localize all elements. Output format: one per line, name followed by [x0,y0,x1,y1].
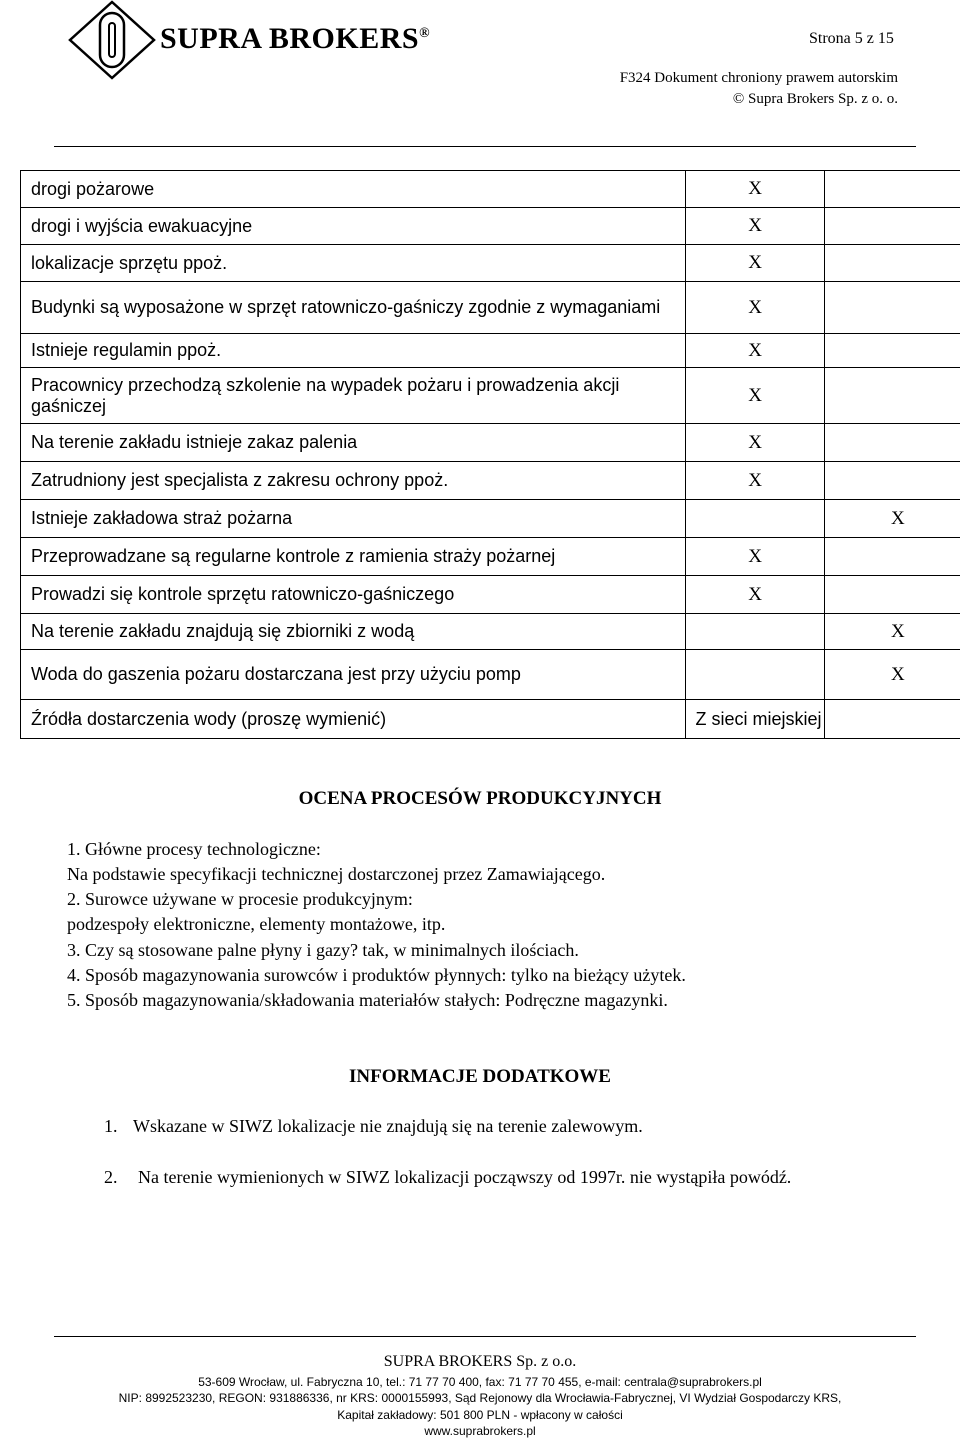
question-cell: Przeprowadzane są regularne kontrole z ramienia straży pożarnej [21,538,686,576]
answer-yes-cell [686,500,824,538]
question-cell: Istnieje zakładowa straż pożarna [21,500,686,538]
footer-capital: Kapitał zakładowy: 501 800 PLN - wpłacony w całości [337,1408,623,1422]
answer-no-cell [824,171,960,208]
table-row [21,538,960,576]
question-cell: Prowadzi się kontrole sprzętu ratowniczo-gaśniczego [21,576,686,614]
header-divider [54,146,916,147]
info-item-text: Wskazane w SIWZ lokalizacje nie znajdują się na terenie zalewowym. [133,1116,643,1136]
table-row [21,208,960,245]
answer-yes-cell: X [686,282,824,334]
answer-no-cell [824,462,960,500]
answer-no-cell [824,576,960,614]
table-row [21,650,960,700]
question-cell: Istnieje regulamin ppoż. [21,334,686,368]
table-row [21,614,960,650]
question-cell: Budynki są wyposażone w sprzęt ratowniczo-gaśniczy zgodnie z wymaganiami [21,282,686,334]
process-line: 4. Sposób magazynowania surowców i produktów płynnych: tylko na bieżący użytek. [67,965,686,985]
process-line: 5. Sposób magazynowania/składowania materiałów stałych: Podręczne magazynki. [67,990,668,1010]
process-line: podzespoły elektroniczne, elementy montażowe, itp. [67,914,446,934]
process-line: 3. Czy są stosowane palne płyny i gazy? tak, w minimalnych ilościach. [67,940,579,960]
answer-yes-cell [686,650,824,700]
answer-no-cell: X [824,500,960,538]
question-cell: Na terenie zakładu istnieje zakaz palenia [21,424,686,462]
supra-brokers-logo-icon [66,0,158,80]
answer-no-cell [824,282,960,334]
answer-yes-cell: X [686,208,824,245]
table-row [21,368,960,424]
answer-yes-cell: X [686,334,824,368]
answer-yes-cell: X [686,538,824,576]
fire-safety-table [20,170,960,739]
answer-no-cell [824,208,960,245]
process-line: 2. Surowce używane w procesie produkcyjnym: [67,889,413,909]
footer-website: www.suprabrokers.pl [424,1424,536,1438]
answer-no-cell: X [824,650,960,700]
copyright-owner: © Supra Brokers Sp. z o. o. [732,91,898,107]
processes-title: OCENA PROCESÓW PRODUKCYJNYCH [298,788,662,809]
table-row [21,500,960,538]
table-row [21,576,960,614]
table-row [21,700,960,739]
table-row [21,462,960,500]
answer-yes-cell [686,614,824,650]
answer-yes-cell: X [686,462,824,500]
page-number: Strona 5 z 15 [809,30,894,47]
answer-yes-cell: X [686,245,824,282]
info-item-text: Na terenie wymienionych w SIWZ lokalizacji począwszy od 1997r. nie wystąpiła powódź. [138,1167,792,1187]
footer-company: SUPRA BROKERS Sp. z o.o. [383,1353,577,1370]
answer-no-cell [824,700,960,739]
question-cell: Pracownicy przechodzą szkolenie na wypadek pożaru i prowadzenia akcji gaśniczej [21,368,686,424]
answer-no-cell [824,538,960,576]
question-cell: drogi i wyjścia ewakuacyjne [21,208,686,245]
answer-no-cell [824,334,960,368]
table-row [21,282,960,334]
answer-yes-cell: X [686,424,824,462]
question-cell: Woda do gaszenia pożaru dostarczana jest przy użyciu pomp [21,650,686,700]
answer-no-cell [824,245,960,282]
answer-no-cell: X [824,614,960,650]
answer-yes-cell: Z sieci miejskiej [686,700,824,739]
answer-yes-cell: X [686,368,824,424]
footer-address: 53-609 Wrocław, ul. Fabryczna 10, tel.: 71 77 70 400, fax: 71 77 70 455, e-mail: centrala@suprabrokers.pl [198,1375,762,1389]
question-cell: Zatrudniony jest specjalista z zakresu ochrony ppoż. [21,462,686,500]
footer-divider [54,1336,916,1337]
process-line: 1. Główne procesy technologiczne: [67,839,321,859]
answer-yes-cell: X [686,171,824,208]
table-row [21,424,960,462]
info-item-number: 1. [104,1116,118,1136]
answer-no-cell [824,368,960,424]
answer-no-cell [824,424,960,462]
process-line: Na podstawie specyfikacji technicznej dostarczonej przez Zamawiającego. [67,864,606,884]
table-row [21,171,960,208]
brand-name: SUPRA BROKERS® [160,22,431,55]
question-cell: Na terenie zakładu znajdują się zbiorniki z wodą [21,614,686,650]
question-cell: Źródła dostarczenia wody (proszę wymienić) [21,700,686,739]
answer-yes-cell: X [686,576,824,614]
footer-registry: NIP: 8992523230, REGON: 931886336, nr KRS: 0000155993, Sąd Rejonowy dla Wrocławia-Fabrycznej, VI Wydział Gospodarczy KRS, [118,1391,842,1405]
table-row [21,334,960,368]
copyright-notice: F324 Dokument chroniony prawem autorskim [619,70,898,86]
question-cell: lokalizacje sprzętu ppoż. [21,245,686,282]
additional-info-title: INFORMACJE DODATKOWE [349,1066,611,1087]
info-item-number: 2. [104,1167,118,1187]
table-row [21,245,960,282]
question-cell: drogi pożarowe [21,171,686,208]
